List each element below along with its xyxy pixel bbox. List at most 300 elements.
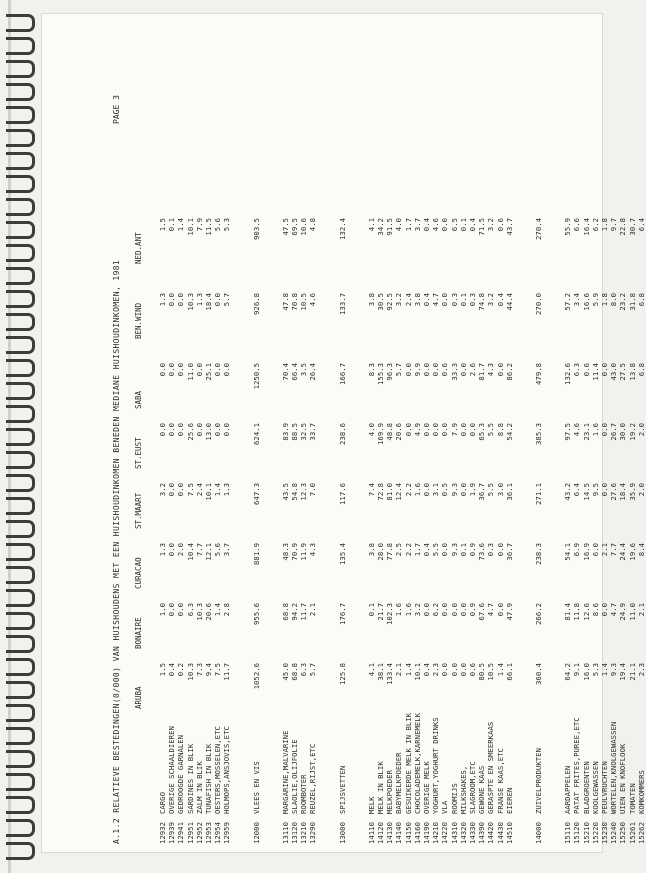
value-cell: 0.0 — [440, 543, 450, 557]
value-cell: 20.6 — [204, 603, 213, 621]
value-cell: 16.0 — [581, 663, 591, 681]
value-cell: 0.0 — [403, 423, 413, 437]
value-cell: 1.7 — [403, 218, 413, 232]
value-cell: 10.5 — [299, 293, 309, 311]
item-name: OVERIGE SCHAALDIEREN — [167, 726, 177, 814]
binding-ring — [6, 290, 35, 308]
value-cell: 0.0 — [495, 603, 505, 617]
value-cell: 88.5 — [290, 423, 299, 441]
value-cell: 43.5 — [280, 483, 290, 501]
item-code: 12951 — [185, 822, 195, 844]
document-title: A.1.2 RELATIEVE BESTEDINGEN(0/000) VAN HUISHOUDENS MET EEN HUISHOUDINKOMEN BENEDEN MEDIANE HUISHOUDINKOMEN, 1981 — [112, 259, 121, 844]
value-cell: 0.1 — [458, 218, 468, 232]
item-code: 14110 — [366, 822, 376, 844]
value-cell: 0.0 — [213, 363, 223, 377]
value-cell: 92.5 — [385, 293, 395, 311]
value-cell: 647.3 — [251, 483, 261, 505]
value-cell: 5.7 — [394, 363, 404, 377]
value-cell: 0.9 — [468, 603, 477, 617]
value-cell: 2.3 — [636, 663, 646, 677]
value-cell: 0.0 — [176, 603, 186, 617]
value-cell: 5.5 — [431, 543, 441, 557]
item-code: 12952 — [194, 822, 204, 844]
value-cell: 1052.6 — [251, 663, 261, 690]
value-cell: 6.8 — [636, 363, 646, 377]
value-cell: 2.1 — [636, 603, 646, 617]
table-row — [404, 54, 413, 844]
value-cell: 0.1 — [458, 293, 468, 307]
value-cell: 0.0 — [449, 603, 459, 617]
value-cell: 57.2 — [563, 293, 573, 311]
value-cell: 11.7 — [222, 663, 232, 681]
value-cell: 8.4 — [636, 543, 646, 557]
binding-ring — [6, 566, 35, 584]
value-cell: 7.5 — [213, 663, 223, 677]
value-cell: 45.0 — [280, 663, 290, 681]
value-cell: 0.4 — [422, 543, 431, 557]
value-cell: 73.6 — [477, 543, 487, 561]
value-cell: 10.6 — [299, 218, 309, 236]
table-row — [450, 54, 459, 844]
value-cell: 0.0 — [213, 423, 223, 437]
value-cell: 81.4 — [563, 603, 573, 621]
value-cell: 36.7 — [477, 483, 487, 501]
value-cell: 47.9 — [504, 603, 514, 621]
value-cell: 1.4 — [213, 483, 223, 497]
table-row — [299, 54, 308, 844]
value-cell: 47.8 — [280, 293, 290, 311]
value-cell: 25.6 — [185, 423, 195, 441]
spiral-binding — [0, 0, 44, 873]
value-cell: 4.7 — [486, 603, 496, 617]
value-cell: 1.6 — [394, 603, 404, 617]
value-cell: 0.0 — [440, 423, 450, 437]
value-cell: 70.9 — [290, 543, 299, 561]
value-cell: 13.8 — [627, 363, 637, 381]
item-code: 12959 — [222, 822, 232, 844]
value-cell: 0.0 — [495, 543, 505, 557]
item-code: 12939 — [167, 822, 177, 844]
value-cell: 54.1 — [563, 543, 573, 561]
item-code: 14150 — [403, 822, 413, 844]
value-cell: 34.2 — [376, 218, 385, 236]
value-cell: 4.9 — [412, 423, 422, 437]
value-cell: 176.7 — [337, 603, 347, 625]
value-cell: 24.9 — [618, 603, 628, 621]
item-code: 14210 — [431, 822, 441, 844]
value-cell: 30.5 — [376, 293, 385, 311]
item-code: 15220 — [590, 822, 600, 844]
value-cell: 66.4 — [290, 363, 299, 381]
binding-ring — [6, 428, 35, 446]
value-cell: 238.6 — [337, 423, 347, 445]
item-name: REUZEL,RIJST,ETC — [308, 743, 318, 814]
value-cell: 43.2 — [563, 483, 573, 501]
binding-ring — [6, 60, 35, 78]
table-row — [186, 54, 195, 844]
value-cell: 3.2 — [412, 603, 422, 617]
value-cell: 360.4 — [534, 663, 543, 685]
value-cell: 33.3 — [449, 363, 459, 381]
table-row — [308, 54, 317, 844]
value-cell: 7.0 — [308, 483, 318, 497]
value-cell: 169.9 — [376, 423, 385, 445]
value-cell: 33.7 — [308, 423, 318, 441]
column-header: NED.ANT — [134, 232, 143, 264]
value-cell: 68.8 — [280, 603, 290, 621]
item-name: MARGARINE,MALVARINE — [280, 730, 290, 814]
value-cell: 132.6 — [563, 363, 573, 385]
value-cell: 955.6 — [251, 603, 261, 625]
value-cell: 7.7 — [609, 543, 619, 557]
item-code: 12932 — [158, 822, 167, 844]
value-cell: 0.0 — [176, 293, 186, 307]
value-cell: 2.3 — [431, 663, 441, 677]
value-cell: 0.0 — [213, 293, 223, 307]
value-cell: 3.0 — [495, 483, 505, 497]
value-cell: 1.3 — [222, 483, 232, 497]
value-cell: 43.7 — [504, 218, 514, 236]
item-name: ZALM IN BLIK — [194, 761, 204, 814]
value-cell: 0.3 — [468, 293, 477, 307]
value-cell: 43.0 — [609, 363, 619, 381]
value-cell: 8.8 — [495, 423, 505, 437]
value-cell: 1.0 — [158, 603, 167, 617]
item-name: HOLMOPS,ANSJOVIS,ETC — [222, 726, 232, 814]
value-cell: 0.6 — [495, 218, 505, 232]
value-cell: 3.8 — [366, 293, 376, 307]
value-cell: 0.0 — [167, 543, 177, 557]
table-row — [213, 54, 222, 844]
value-cell: 67.6 — [477, 603, 487, 621]
value-cell: 0.4 — [422, 293, 431, 307]
value-cell: 4.0 — [394, 218, 404, 232]
value-cell: 0.4 — [468, 218, 477, 232]
value-cell: 26.4 — [308, 363, 318, 381]
value-cell: 5.7 — [222, 293, 232, 307]
item-code: 13000 — [337, 822, 347, 844]
value-cell: 4.8 — [308, 218, 318, 232]
table-row — [222, 54, 231, 844]
value-cell: 65.3 — [477, 423, 487, 441]
value-cell: 11.0 — [627, 603, 637, 621]
value-cell: 0.0 — [158, 423, 167, 437]
table-row — [376, 54, 385, 844]
value-cell: 19.4 — [618, 663, 628, 681]
binding-ring — [6, 14, 35, 32]
value-cell: 1.3 — [194, 293, 204, 307]
item-name: BABYMELKPOEDER — [394, 752, 404, 814]
item-code: 14220 — [440, 822, 450, 844]
value-cell: 94.2 — [290, 603, 299, 621]
value-cell: 7.9 — [194, 218, 204, 232]
value-cell: 22.8 — [618, 218, 628, 236]
value-cell: 6.2 — [590, 218, 600, 232]
value-cell: 3.8 — [366, 543, 376, 557]
value-cell: 9.3 — [449, 483, 459, 497]
value-cell: 27.5 — [618, 363, 628, 381]
binding-ring — [6, 520, 35, 538]
table-row — [204, 54, 213, 844]
value-cell: 1250.5 — [251, 363, 261, 390]
value-cell: 6.9 — [572, 543, 582, 557]
item-code: 12941 — [176, 822, 186, 844]
value-cell: 4.6 — [308, 293, 318, 307]
value-cell: 1.6 — [403, 603, 413, 617]
value-cell: 0.0 — [403, 363, 413, 377]
item-name: GESUIKERDE MELK IN BLIK — [403, 712, 413, 814]
binding-ring — [6, 382, 35, 400]
item-code: 14190 — [422, 822, 431, 844]
value-cell: 5.3 — [590, 663, 600, 677]
item-code: 15261 — [627, 822, 637, 844]
item-name: KOMKOMMERS — [636, 770, 646, 814]
item-name: KOOLGEWASSEN — [590, 761, 600, 814]
item-code: 14320 — [458, 822, 468, 844]
value-cell: 0.3 — [449, 293, 459, 307]
value-cell: 5.6 — [213, 543, 223, 557]
value-cell: 6.8 — [636, 293, 646, 307]
value-cell: 27.6 — [609, 483, 619, 501]
item-name: PEULVRUCHTEN — [600, 761, 609, 814]
value-cell: 0.0 — [458, 483, 468, 497]
value-cell: 0.0 — [440, 603, 450, 617]
value-cell: 4.7 — [609, 603, 619, 617]
value-cell: 21.1 — [627, 663, 637, 681]
value-cell: 0.0 — [468, 423, 477, 437]
binding-ring — [6, 221, 35, 239]
value-cell: 0.0 — [422, 363, 431, 377]
value-cell: 0.0 — [458, 423, 468, 437]
value-cell: 5.6 — [213, 218, 223, 232]
binding-ring — [6, 106, 35, 124]
item-name: EIEREN — [504, 787, 514, 814]
value-cell: 10.3 — [185, 293, 195, 311]
column-header: ST.MAART — [134, 492, 143, 529]
value-cell: 926.8 — [251, 293, 261, 315]
value-cell: 54.2 — [504, 423, 514, 441]
value-cell: 155.3 — [376, 363, 385, 385]
value-cell: 68.8 — [290, 663, 299, 681]
value-cell: 3.2 — [486, 293, 496, 307]
table-row — [413, 54, 422, 844]
value-cell: 0.0 — [440, 218, 450, 232]
column-header: ST.EUST — [134, 437, 143, 469]
value-cell: 132.4 — [337, 218, 347, 240]
value-cell: 6.4 — [572, 483, 582, 497]
value-cell: 624.1 — [251, 423, 261, 445]
item-code: 14120 — [376, 822, 385, 844]
column-header: CURACAO — [134, 557, 143, 589]
rotated-table — [112, 54, 646, 844]
value-cell: 2.2 — [403, 483, 413, 497]
value-cell: 19.6 — [627, 543, 637, 561]
value-cell: 238.3 — [534, 543, 543, 565]
item-code: 14330 — [468, 822, 477, 844]
table-row — [582, 54, 591, 844]
binding-ring — [6, 83, 35, 101]
value-cell: 11.0 — [185, 363, 195, 381]
table-row — [367, 54, 376, 844]
value-cell: 16.4 — [581, 218, 591, 236]
binding-ring — [6, 336, 35, 354]
value-cell: 0.1 — [167, 218, 177, 232]
value-cell: 1.8 — [600, 218, 609, 232]
value-cell: 18.4 — [204, 293, 213, 311]
value-cell: 83.9 — [280, 423, 290, 441]
value-cell: 4.3 — [308, 543, 318, 557]
value-cell: 0.0 — [167, 603, 177, 617]
value-cell: 1.3 — [158, 293, 167, 307]
item-code: 14420 — [486, 822, 496, 844]
item-name: AARDAPPELEN — [563, 765, 573, 814]
item-code: 14310 — [449, 822, 459, 844]
item-name: SPIJSVETTEN — [337, 765, 347, 814]
value-cell: 2.2 — [403, 543, 413, 557]
table-row — [628, 54, 637, 844]
value-cell: 77.8 — [385, 543, 395, 561]
value-cell: 6.6 — [572, 218, 582, 232]
value-cell: 4.1 — [366, 663, 376, 677]
value-cell: 0.0 — [600, 603, 609, 617]
binding-ring — [6, 451, 35, 469]
value-cell: 133.4 — [385, 663, 395, 685]
value-cell: 69.5 — [290, 218, 299, 236]
value-cell: 97.5 — [563, 423, 573, 441]
value-cell: 3.1 — [431, 483, 441, 497]
item-name: MELKPOEDER — [385, 770, 395, 814]
value-cell: 14.5 — [581, 483, 591, 501]
value-cell: 0.4 — [422, 218, 431, 232]
item-name: VLA — [440, 800, 450, 814]
item-name: ZUIVELPRODUKTEN — [534, 748, 543, 814]
item-name: TUNAFISH IN BLIK — [204, 743, 213, 814]
value-cell: 16.9 — [581, 543, 591, 561]
value-cell: 0.0 — [458, 663, 468, 677]
value-cell: 26.7 — [609, 423, 619, 441]
item-code: 12954 — [213, 822, 223, 844]
item-code: 13290 — [308, 822, 318, 844]
value-cell: 2.5 — [394, 543, 404, 557]
binding-ring — [6, 773, 35, 791]
value-cell: 1.7 — [412, 543, 422, 557]
item-code: 12000 — [251, 822, 261, 844]
column-header: ARUBA — [134, 686, 143, 709]
value-cell: 3.5 — [299, 363, 309, 377]
value-cell: 0.0 — [495, 363, 505, 377]
item-name: OVERIGE MELK — [422, 761, 431, 814]
item-code: 14130 — [385, 822, 395, 844]
binding-ring — [6, 589, 35, 607]
item-name: MELK — [366, 796, 376, 814]
item-name: MILKSHAKES, — [458, 765, 468, 814]
value-cell: 1.4 — [176, 218, 186, 232]
value-cell: 30.7 — [627, 218, 637, 236]
value-cell: 2.4 — [194, 483, 204, 497]
table-row — [195, 54, 204, 844]
column-header: BONAIRE — [134, 617, 143, 649]
value-cell: 7.4 — [366, 483, 376, 497]
value-cell: 0.0 — [176, 363, 186, 377]
value-cell: 70.8 — [290, 293, 299, 311]
value-cell: 0.0 — [431, 363, 441, 377]
value-cell: 35.9 — [627, 483, 637, 501]
value-cell: 9.7 — [609, 218, 619, 232]
binding-ring — [6, 750, 35, 768]
binding-ring — [6, 842, 35, 860]
table-row — [440, 54, 449, 844]
value-cell: 0.0 — [600, 363, 609, 377]
item-code: 15110 — [563, 822, 573, 844]
item-code: 15210 — [581, 822, 591, 844]
item-name: CARGO — [158, 792, 167, 814]
binding-ring — [6, 244, 35, 262]
value-cell: 91.5 — [385, 218, 395, 236]
value-cell: 2.0 — [176, 543, 186, 557]
value-cell: 13.0 — [204, 423, 213, 441]
item-name: GEWONE KAAS — [477, 765, 487, 814]
total-row — [252, 54, 261, 844]
value-cell: 96.3 — [385, 363, 395, 381]
item-name: OESTERS,MOSSELEN,ETC — [213, 726, 223, 814]
value-cell: 0.4 — [167, 663, 177, 677]
item-name: VLEES EN VIS — [251, 761, 261, 814]
binding-ring — [6, 704, 35, 722]
value-cell: 3.7 — [412, 218, 422, 232]
item-name: ROOMIJS — [449, 783, 459, 814]
value-cell: 10.5 — [486, 663, 496, 681]
item-code: 13120 — [290, 822, 299, 844]
value-cell: 10.1 — [204, 483, 213, 501]
total-row — [534, 54, 543, 844]
value-cell: 1.5 — [158, 218, 167, 232]
value-cell: 1.3 — [158, 543, 167, 557]
binding-ring — [6, 267, 35, 285]
value-cell: 6.3 — [185, 603, 195, 617]
value-cell: 72.8 — [376, 483, 385, 501]
value-cell: 47.5 — [280, 218, 290, 236]
item-code: 15262 — [636, 822, 646, 844]
value-cell: 3.4 — [572, 293, 582, 307]
value-cell: 0.0 — [222, 423, 232, 437]
item-code: 14160 — [412, 822, 422, 844]
table-row — [618, 54, 627, 844]
binding-ring — [6, 175, 35, 193]
value-cell: 11.9 — [299, 543, 309, 561]
item-code: 14000 — [534, 822, 543, 844]
value-cell: 5.5 — [486, 483, 496, 497]
value-cell: 0.4 — [422, 663, 431, 677]
item-name: FRANSE KAAS,ETC — [495, 748, 505, 814]
value-cell: 24.4 — [618, 543, 628, 561]
value-cell: 0.0 — [167, 483, 177, 497]
binding-ring — [6, 474, 35, 492]
value-cell: 8.3 — [366, 363, 376, 377]
value-cell: 48.8 — [385, 423, 395, 441]
value-cell: 0.0 — [167, 363, 177, 377]
value-cell: 0.6 — [581, 363, 591, 377]
value-cell: 54.8 — [290, 483, 299, 501]
value-cell: 80.5 — [477, 663, 487, 681]
item-name: ROOMBOTER — [299, 774, 309, 814]
value-cell: 32.5 — [299, 423, 309, 441]
item-name: MELK IN BLIK — [376, 761, 385, 814]
value-cell: 0.0 — [440, 663, 450, 677]
table-row — [167, 54, 176, 844]
value-cell: 135.4 — [337, 543, 347, 565]
value-cell: 66.1 — [504, 663, 514, 681]
item-code: 12953 — [204, 822, 213, 844]
